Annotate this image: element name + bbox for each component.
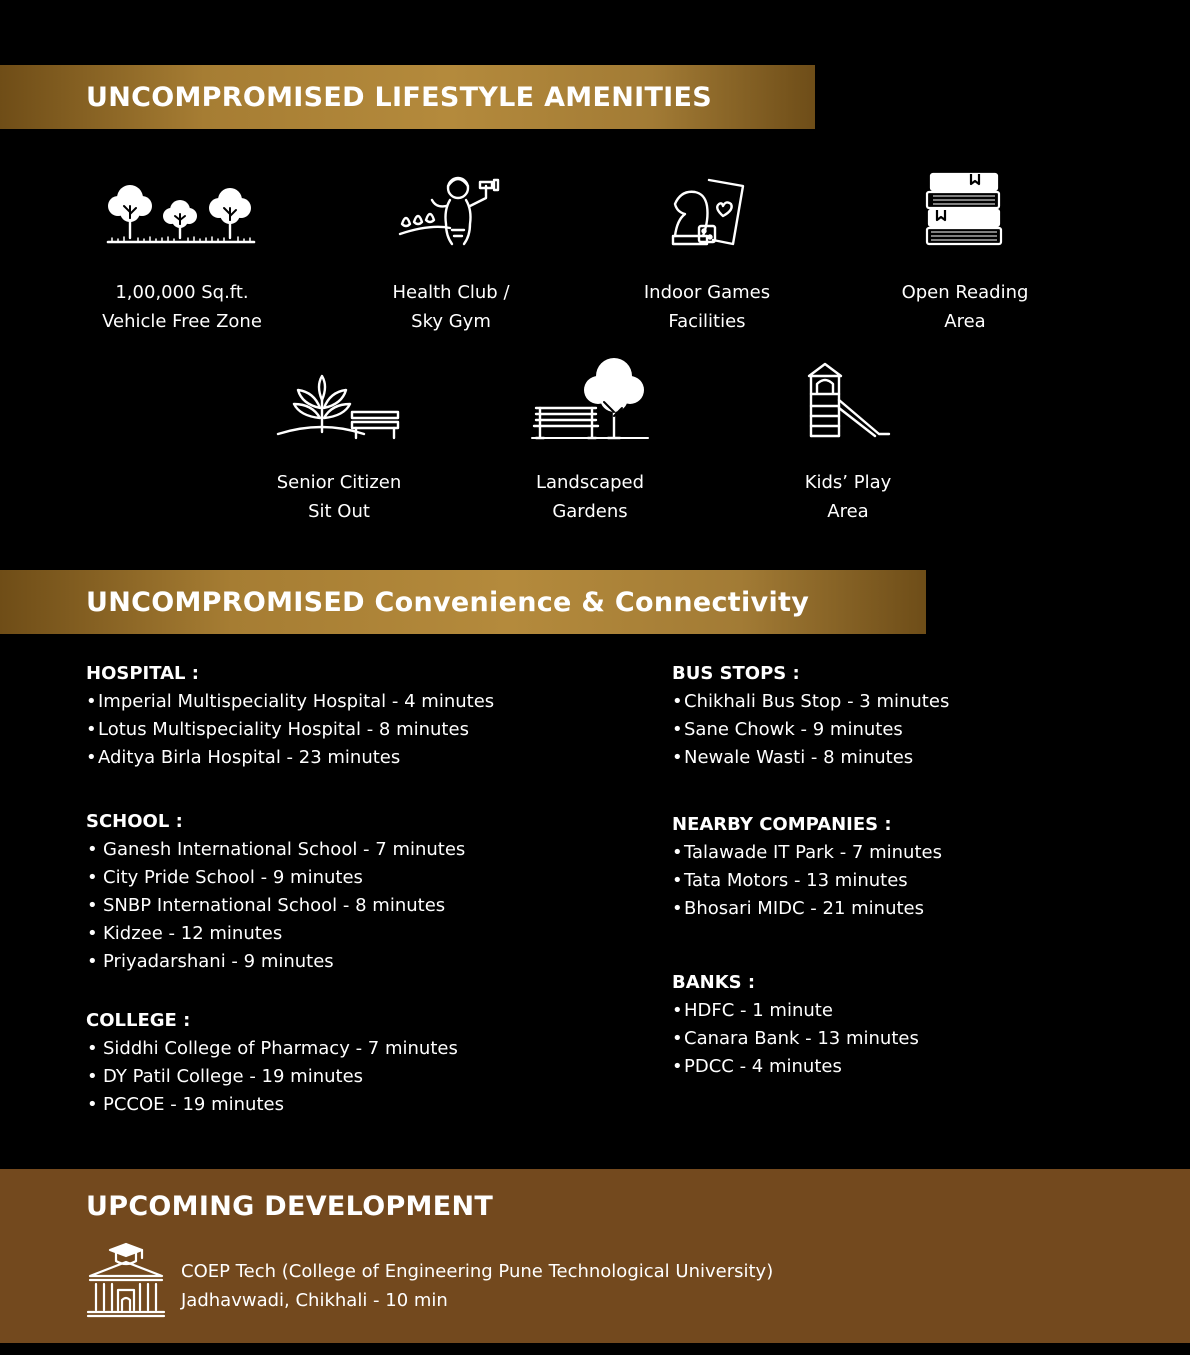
amenity-label-line2: Vehicle Free Zone [102,311,262,332]
list-item: • Imperial Multispeciality Hospital - 4 minutes [86,688,494,716]
amenity-label-line1: Landscaped [535,472,645,493]
amenities-title: UNCOMPROMISED LIFESTYLE AMENITIES [86,81,713,113]
list-item: • Lotus Multispeciality Hospital - 8 minutes [86,716,494,744]
banks-heading: BANKS : [672,972,756,993]
tree-bench-icon [460,360,720,440]
college-section [86,1007,458,1119]
companies-heading: NEARBY COMPANIES : [672,814,892,835]
upcoming-development-section [0,1169,1190,1343]
chess-cards-dice-icon [577,170,837,250]
list-item: • Siddhi College of Pharmacy - 7 minutes [86,1035,458,1063]
list-item: • Bhosari MIDC - 21 minutes [672,895,942,923]
books-icon [835,170,1095,250]
amenity-senior-sitout [209,360,469,526]
amenity-label-line1: Kids’ Play [804,472,892,493]
bus-stops-heading: BUS STOPS : [672,663,800,684]
amenity-label-line2: Facilities [668,311,746,332]
amenity-label-line2: Sky Gym [411,311,491,332]
banks-section [672,969,919,1081]
upcoming-title: UPCOMING DEVELOPMENT [86,1191,494,1222]
amenity-label-line2: Gardens [552,501,628,522]
bus-stops-section [672,660,949,772]
amenity-label-line1: 1,00,000 Sq.ft. [115,282,249,303]
connectivity-banner [0,570,926,634]
amenity-label-line1: Indoor Games [643,282,771,303]
connectivity-title: UNCOMPROMISED Convenience & Connectivity [86,586,810,618]
college-heading: COLLEGE : [86,1010,191,1031]
list-item: • Kidzee - 12 minutes [86,920,465,948]
list-item: • HDFC - 1 minute [672,997,919,1025]
slide-icon [718,360,978,440]
list-item: • Aditya Birla Hospital - 23 minutes [86,744,494,772]
amenity-reading-area [835,170,1095,336]
amenity-landscaped-gardens [460,360,720,526]
amenity-kids-play [718,360,978,526]
amenity-vehicle-free [52,170,312,336]
list-item: • Ganesh International School - 7 minutes [86,836,465,864]
amenity-health-club [321,170,581,336]
list-item: • City Pride School - 9 minutes [86,864,465,892]
list-item: • PDCC - 4 minutes [672,1053,919,1081]
list-item: • DY Patil College - 19 minutes [86,1063,458,1091]
amenity-label-line1: Health Club / [392,282,510,303]
list-item: • Priyadarshani - 9 minutes [86,948,465,976]
list-item: • Tata Motors - 13 minutes [672,867,942,895]
school-heading: SCHOOL : [86,811,183,832]
companies-section [672,811,942,923]
list-item: • Canara Bank - 13 minutes [672,1025,919,1053]
list-item: • Sane Chowk - 9 minutes [672,716,949,744]
list-item: • PCCOE - 19 minutes [86,1091,458,1119]
list-item: • SNBP International School - 8 minutes [86,892,465,920]
university-building-icon [86,1242,166,1322]
list-item: • Talawade IT Park - 7 minutes [672,839,942,867]
amenity-label-line2: Area [827,501,869,522]
trees-icon [52,170,312,250]
amenity-label-line1: Open Reading [901,282,1029,303]
upcoming-line2: Jadhavwadi, Chikhali - 10 min [181,1290,448,1311]
amenity-indoor-games [577,170,837,336]
hospital-heading: HOSPITAL : [86,663,199,684]
amenities-banner [0,65,815,129]
list-item: • Chikhali Bus Stop - 3 minutes [672,688,949,716]
hospital-section [86,660,494,772]
amenity-label-line2: Sit Out [308,501,370,522]
list-item: • Newale Wasti - 8 minutes [672,744,949,772]
amenity-label-line2: Area [944,311,986,332]
gym-person-icon [321,170,581,250]
upcoming-line1: COEP Tech (College of Engineering Pune Technological University) [181,1261,774,1282]
amenity-label-line1: Senior Citizen [276,472,402,493]
school-section [86,808,465,976]
plant-bench-icon [209,360,469,440]
